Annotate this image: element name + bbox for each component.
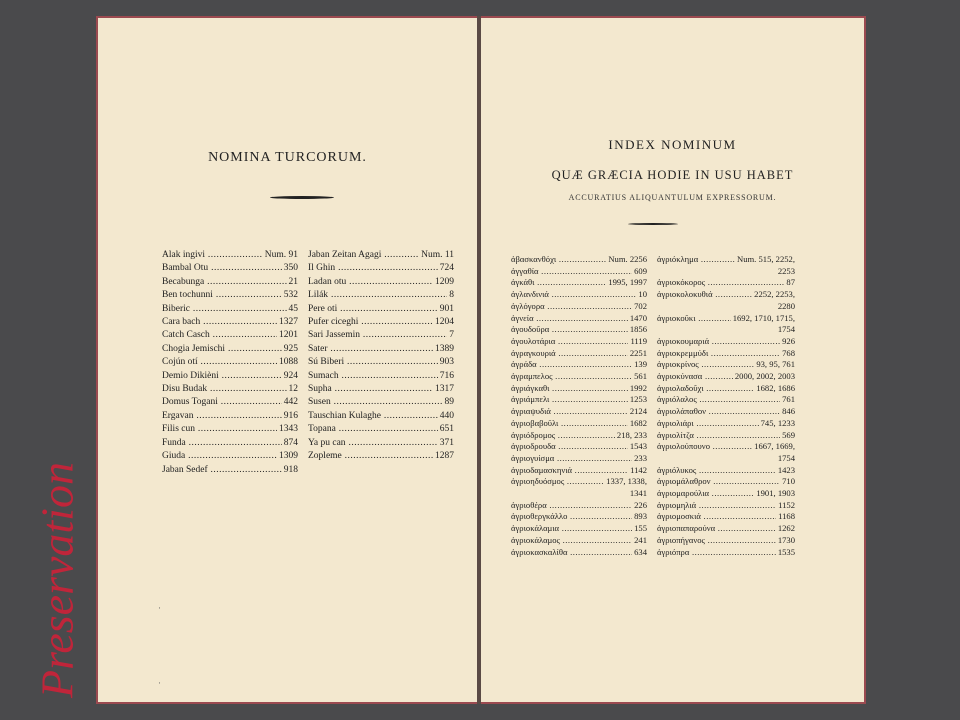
index-entry [511,465,647,477]
entry-number: 918 [282,464,298,477]
title-rule [628,223,678,225]
entry-name: ἀγνεία ..... [511,313,628,325]
entry-number: 901 [438,303,454,316]
index-entry [657,301,795,313]
entry-number: 1088 [277,356,298,369]
entry-number: 1856 [629,324,647,335]
entry-name: ἀγριόκλημα ..... [657,254,735,266]
index-entry [511,441,647,453]
index-entry [308,437,454,450]
entry-number: 716 [438,370,454,383]
page-mark: · [158,678,161,688]
index-entry [162,450,298,463]
index-entry [657,359,795,371]
index-entry [657,289,795,301]
entry-name: ἀγριογυίσμα ..... [511,453,632,465]
entry-number: 1209 [433,276,454,289]
entry-name: ἀγριοπαπαρούνα ..... [657,523,776,535]
entry-number: 155 [634,523,647,534]
entry-name: Susen ..... [308,396,443,409]
entry-name: ἀγριοκρίνος ..... [657,359,754,371]
entry-number: 93, 95, 761 [756,359,795,370]
entry-number: 1423 [777,464,795,475]
entry-number: 874 [282,437,298,450]
entry-number: 440 [438,410,454,423]
index-entry [511,535,647,547]
entry-number: Num. 2256 [608,254,647,264]
entry-number: 903 [438,356,454,369]
entry-number: 21 [287,276,299,289]
entry-number: 89 [443,396,455,409]
index-entry [308,356,454,369]
index-entry [511,500,647,512]
entry-name: ἀγριοκουμαριά ..... [657,336,780,348]
entry-name: Topana ..... [308,423,438,436]
entry-number: 561 [634,371,647,382]
index-entry [657,441,795,453]
index-entry [308,316,454,329]
index-entry [162,356,298,369]
entry-name: Catch Casch ..... [162,329,277,342]
index-entry [511,336,647,348]
index-entry [511,313,647,325]
entry-number: 45 [287,303,299,316]
index-entry [162,262,298,275]
entry-number: 350 [282,262,298,275]
entry-number: 1543 [629,441,647,452]
entry-number: 926 [782,335,795,346]
entry-name: ἀγλανδινιά ..... [511,289,636,301]
entry-number: 1535 [777,546,795,557]
entry-name: Ergavan ..... [162,410,282,423]
index-entry [511,383,647,395]
index-entry [162,410,298,423]
entry-name: ἀγουδοῦρα ..... [511,324,628,336]
entry-number: 1341 [629,488,647,499]
entry-number: 1327 [277,316,298,329]
entry-number: 1389 [433,343,454,356]
entry-number: 7 [447,329,454,342]
entry-name: ἀγριόλυκος ..... [657,465,776,477]
entry-number: 1152 [778,499,795,510]
entry-number: 768 [782,347,795,358]
entry-name: Chogia Jemischi ..... [162,343,282,356]
entry-name: Funda ..... [162,437,282,450]
index-column-1 [511,254,647,558]
index-entry [162,464,298,477]
page-mark: · [158,603,161,613]
index-entry [657,324,795,336]
title-rule [270,196,334,199]
entry-number: 1204 [433,316,454,329]
entry-name: ἀγουλοτάρια ..... [511,336,628,348]
index-entry [511,476,647,488]
entry-name: Giuda ..... [162,450,277,463]
index-entry [511,406,647,418]
entry-name: ἀγριόλαλος ..... [657,394,780,406]
index-entry [657,254,795,266]
entry-name: ἀγγαθία ..... [511,266,632,278]
index-entry [657,465,795,477]
entry-number: 634 [634,546,647,557]
entry-name: ἀγριοθέρα ..... [511,500,632,512]
entry-name: ἀγριοθεργκάλλο ..... [511,511,632,523]
entry-name: ἀγράδα ..... [511,359,632,371]
entry-name: ἀγριολιάρι ..... [657,418,759,430]
right-page-title: INDEX NOMINUM [608,137,737,152]
preservation-label [28,460,86,700]
entry-name: Pufer ciceghi ..... [308,316,433,329]
entry-name: ἀγριοδαμασκηνιά ..... [511,465,628,477]
entry-name: ἀγριολάπαθον ..... [657,406,780,418]
entry-number: 442 [282,396,298,409]
index-entry [162,316,298,329]
index-entry [657,394,795,406]
entry-name: ἀγραγκουριά ..... [511,348,628,360]
entry-name: Ladan otu ..... [308,276,433,289]
entry-name: ἀγριολαδοῦχι ..... [657,383,754,395]
entry-name: Ya pu can ..... [308,437,438,450]
index-entry [511,547,647,559]
entry-number: 916 [282,410,298,423]
entry-name: ἀβασκανθόχι ..... [511,254,606,266]
entry-number: 2280 [777,300,795,311]
index-entry [162,383,298,396]
index-entry [308,396,454,409]
entry-name: Supha ..... [308,383,433,396]
entry-name: Alak ingivi ..... [162,249,263,262]
index-entry [657,348,795,360]
entry-name: Domus Togani ..... [162,396,282,409]
entry-name: ἀγριολούπουνο ..... [657,441,752,453]
entry-number: 2000, 2002, 2003 [734,371,795,382]
entry-name: Sater ..... [308,343,433,356]
index-entry [308,370,454,383]
entry-name: ἀγριόπρα ..... [657,547,776,559]
entry-name: ἀγριοκάλαμος ..... [511,535,632,547]
entry-number: 1992 [629,382,647,393]
entry-number: 532 [282,289,298,302]
entry-name: Sú Biberi ..... [308,356,438,369]
entry-name: ἀγριολίτζα ..... [657,430,780,442]
entry-name: Sumach ..... [308,370,438,383]
index-entry [162,423,298,436]
index-entry [162,370,298,383]
index-entry [162,276,298,289]
entry-number: 226 [634,499,647,510]
entry-name: Cojún otí ..... [162,356,277,369]
entry-number: 761 [782,394,795,405]
index-entry [511,511,647,523]
index-column-2 [308,249,454,464]
index-entry [511,348,647,360]
index-entry [308,343,454,356]
entry-number: 651 [438,423,454,436]
entry-name: ἀγριοκασκαλίθα ..... [511,547,632,559]
entry-name: Disu Budak ..... [162,383,287,396]
entry-number: 609 [634,265,647,276]
entry-number: 1682, 1686 [756,382,795,393]
index-entry [162,437,298,450]
right-page-subtitle: QUÆ GRÆCIA HODIE IN USU HABET [551,168,794,182]
entry-name: ἀγριοηδυόσμος ..... [511,476,604,488]
entry-name: ἀγριοκολοκυθιά ..... [657,289,752,301]
entry-name: ἀγριοκοῦκι ..... [657,313,731,325]
entry-name: ἀγριοκρεμμύδι ..... [657,348,780,360]
index-entry [511,324,647,336]
entry-name: ἀγριομαρούλια ..... [657,488,754,500]
index-entry [162,329,298,342]
entry-number: 924 [282,370,298,383]
entry-number: 1754 [777,324,795,335]
index-entry [308,329,454,342]
entry-name: ἀγριοκύνασα ..... [657,371,733,383]
index-entry [657,313,795,325]
entry-name: Jaban Zeitan Agagi ..... [308,249,419,262]
entry-name: ἀγκάθι ..... [511,277,606,289]
entry-name: ἀγριοκόκορος ..... [657,277,784,289]
index-entry [511,301,647,313]
entry-number: 1201 [277,329,298,342]
entry-number: 1682 [629,417,647,428]
index-entry [511,488,647,500]
entry-number: Num. 11 [419,249,454,262]
index-entry [657,453,795,465]
entry-name: ἀγριοβαβοῦλι ..... [511,418,628,430]
index-entry [162,343,298,356]
entry-name: Bambal Otu ..... [162,262,282,275]
entry-number: 1901, 1903 [756,488,795,499]
entry-name: ἀγριομοσκιά ..... [657,511,776,523]
entry-name: ἀγριοκάλαμια ..... [511,523,632,535]
entry-name: ἀγριοπήγανος ..... [657,535,776,547]
index-entry [308,450,454,463]
entry-number: 569 [782,429,795,440]
index-entry [511,289,647,301]
index-entry [308,410,454,423]
index-entry [511,266,647,278]
index-entry [657,371,795,383]
index-entry [511,254,647,266]
entry-number: 2253 [777,265,795,276]
entry-number: 1692, 1710, 1715, [732,312,795,323]
entry-number: 1470 [629,312,647,323]
entry-number: 1343 [277,423,298,436]
index-entry [657,277,795,289]
entry-number: 12 [287,383,299,396]
entry-number: 241 [634,534,647,545]
entry-number: 2251 [629,347,647,358]
entry-number: 1168 [778,511,795,522]
index-entry [162,249,298,262]
entry-name: Tauschian Kulaghe ..... [308,410,438,423]
entry-number: 1309 [277,450,298,463]
index-entry [657,266,795,278]
entry-name: ἀγλόγορα ..... [511,301,632,313]
entry-number: 1287 [433,450,454,463]
entry-number: 2252, 2253, [754,289,795,300]
entry-name: Ben tochunni ..... [162,289,282,302]
index-entry [511,453,647,465]
entry-number: 702 [634,300,647,311]
entry-name: ἀγριομηλιά ..... [657,500,776,512]
index-entry [308,276,454,289]
index-entry [511,430,647,442]
index-entry [511,359,647,371]
entry-number: 233 [634,452,647,463]
entry-name: Lilák ..... [308,289,447,302]
index-entry [657,383,795,395]
index-entry [308,303,454,316]
entry-number: 218, 233 [616,429,647,440]
index-entry [657,406,795,418]
entry-number: 1262 [777,523,795,534]
entry-name: ἀγραμπελος ..... [511,371,632,383]
entry-name: Becabunga ..... [162,276,287,289]
entry-name: ἀγριάμπελι ..... [511,394,628,406]
entry-number: Num. 515, 2252, [736,254,795,264]
index-entry [511,394,647,406]
entry-name: ἀγριομάλαθρον ..... [657,476,780,488]
entry-number: 1317 [433,383,454,396]
index-entry [162,396,298,409]
entry-number: 1142 [630,464,647,475]
index-entry [657,523,795,535]
entry-name: Demio Dikièni ..... [162,370,282,383]
index-entry [511,371,647,383]
index-entry [162,289,298,302]
entry-number: 1119 [630,335,647,346]
entry-number: 2124 [629,406,647,417]
entry-number: 10 [638,289,647,300]
entry-number: 846 [782,406,795,417]
index-column-1 [162,249,298,477]
index-entry [162,303,298,316]
index-entry [657,500,795,512]
entry-number: 1730 [777,534,795,545]
entry-number: 925 [282,343,298,356]
entry-number: 139 [634,359,647,370]
entry-number: 893 [634,511,647,522]
index-entry [308,383,454,396]
entry-name: Cara bach ..... [162,316,277,329]
entry-number: 87 [786,277,795,288]
entry-number: 1754 [777,452,795,463]
entry-number: 1667, 1669, [754,441,795,452]
entry-name: Jaban Sedef ..... [162,464,282,477]
index-entry [308,423,454,436]
index-entry [308,262,454,275]
entry-number: 1337, 1338, [606,476,647,487]
index-entry [657,430,795,442]
entry-name: Filis cun ..... [162,423,277,436]
left-page-title: NOMINA TURCORUM. [208,150,367,165]
index-entry [657,535,795,547]
left-page [96,16,477,704]
index-entry [657,511,795,523]
entry-name: ἀγριοδρουδα ..... [511,441,628,453]
index-entry [657,547,795,559]
entry-number: 371 [438,437,454,450]
right-page-subsubtitle: ACCURATIUS ALIQUANTULUM EXPRESSORUM. [568,193,777,202]
entry-number: 1253 [629,394,647,405]
entry-name: Biberic ..... [162,303,287,316]
entry-number: 1995, 1997 [608,277,647,288]
entry-number: 745, 1233 [760,417,795,428]
index-entry [657,418,795,430]
index-entry [511,418,647,430]
entry-name: ἀγριαψυδιά ..... [511,406,628,418]
index-column-2 [657,254,795,558]
index-entry [657,336,795,348]
entry-number: 724 [438,262,454,275]
right-page [481,16,866,704]
entry-number: Num. 91 [263,249,298,262]
entry-name: ἀγριάγκαθι ..... [511,383,628,395]
index-entry [657,488,795,500]
index-entry [511,277,647,289]
index-entry [308,289,454,302]
entry-number: 710 [782,476,795,487]
entry-name: Il Ghin ..... [308,262,438,275]
entry-name: ἀγριόδρομος ..... [511,430,615,442]
entry-name: Zopleme ..... [308,450,433,463]
entry-name: Pere oti ..... [308,303,438,316]
index-entry [657,476,795,488]
index-entry [308,249,454,262]
preservation-label-text: Preservation [31,462,83,698]
entry-name: Sari Jassemin ..... [308,329,447,342]
index-entry [511,523,647,535]
entry-number: 8 [447,289,454,302]
